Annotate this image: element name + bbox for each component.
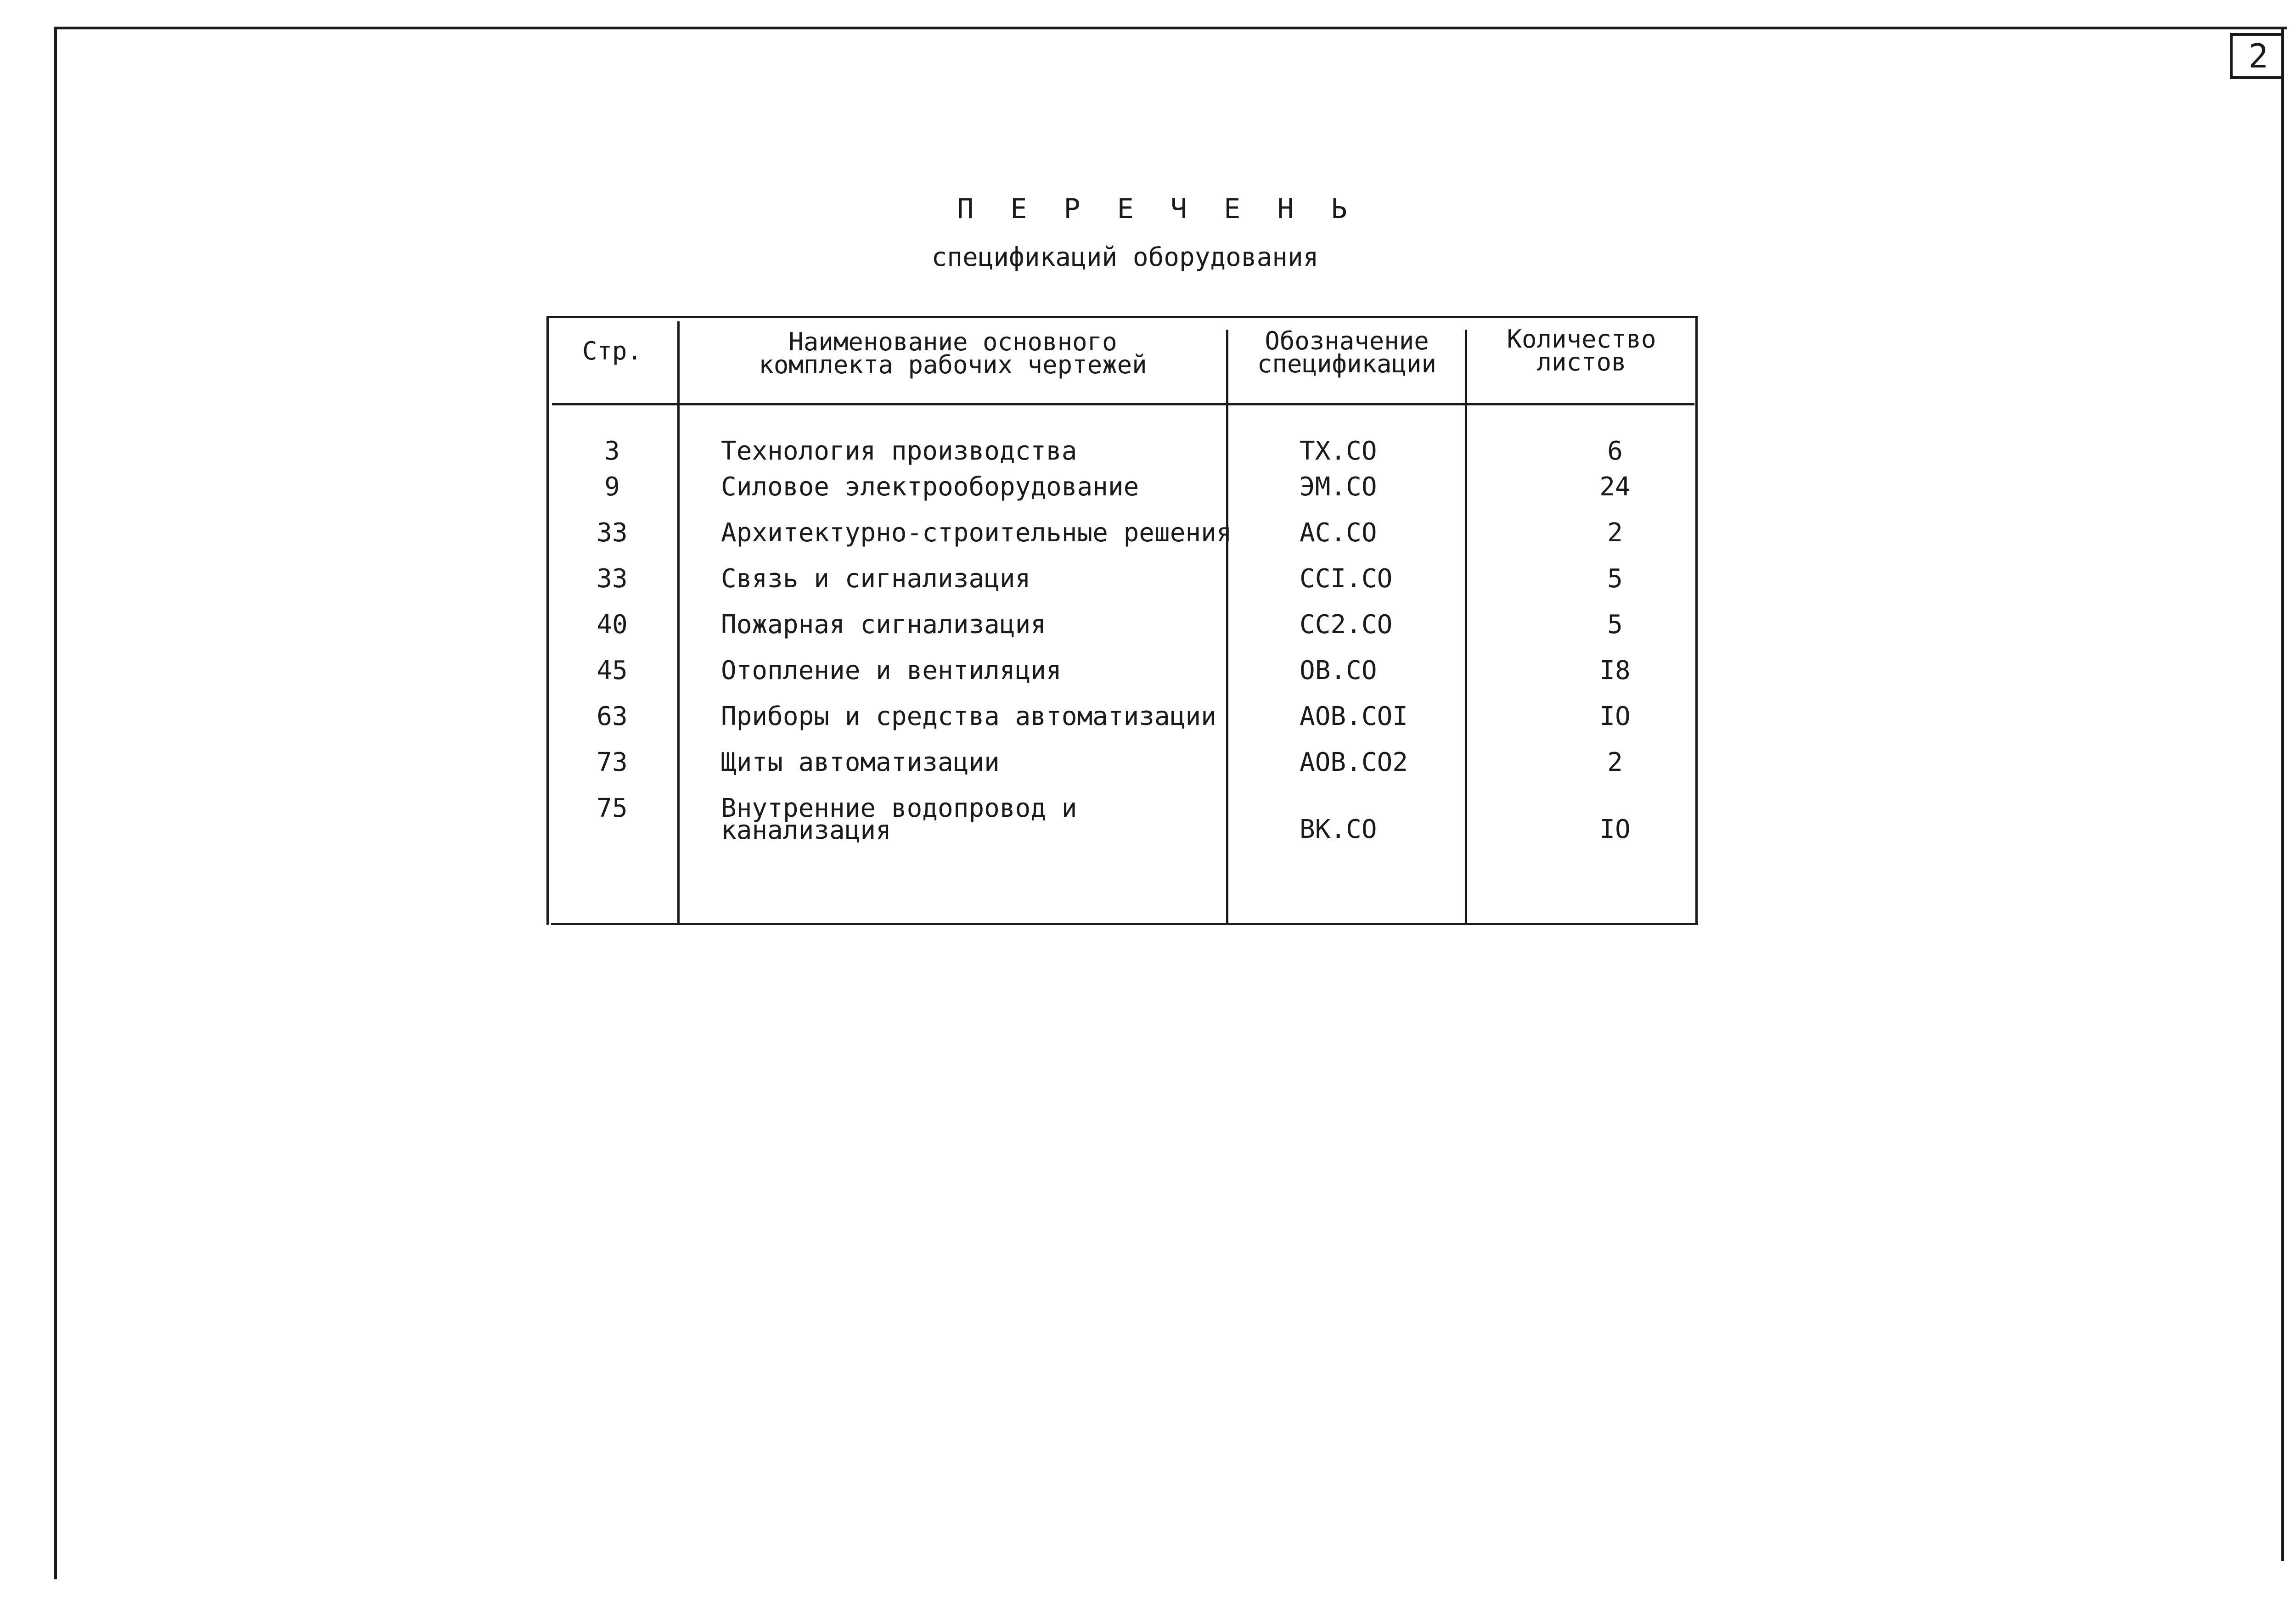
- frame-right-border: [2281, 28, 2284, 1561]
- row-code: СС2.СО: [1300, 610, 1393, 640]
- row-page: 40: [597, 610, 628, 640]
- row-name: Пожарная сигнализация: [721, 610, 1047, 640]
- table-row: [546, 702, 1698, 733]
- table-row: [546, 564, 1698, 595]
- frame-top-border: [54, 27, 2287, 29]
- table-row: [546, 747, 1698, 779]
- row-qty: IO: [1599, 702, 1631, 731]
- row-code: ССI.СО: [1300, 564, 1393, 594]
- header-name-line1: Наименование основного: [788, 327, 1117, 356]
- row-qty: 2: [1607, 747, 1623, 777]
- row-name: Приборы и средства автоматизации: [721, 702, 1216, 731]
- row-code: ЭМ.СО: [1300, 472, 1377, 502]
- row-qty: IO: [1599, 814, 1631, 844]
- header-qty: [1468, 325, 1695, 376]
- row-page: 33: [597, 564, 628, 594]
- row-name: Технология производства: [721, 436, 1077, 466]
- table-row: [546, 656, 1698, 687]
- table-header-line: [552, 403, 1694, 405]
- header-page: [546, 337, 678, 365]
- header-code-line1: Обозначение: [1265, 326, 1429, 355]
- row-page: 33: [597, 518, 628, 548]
- header-qty-line1: Количество: [1507, 325, 1656, 354]
- document-title: П Е Р Е Ч Е Н Ь: [957, 193, 1357, 225]
- row-page: 9: [604, 472, 620, 502]
- row-name: Щиты автоматизации: [721, 747, 1000, 777]
- table-row: [546, 793, 1698, 848]
- table-row: [546, 610, 1698, 641]
- row-code: ОВ.СО: [1300, 656, 1377, 685]
- row-code: АОВ.СОI: [1300, 702, 1408, 731]
- header-code: [1229, 326, 1465, 378]
- row-qty: 2: [1607, 518, 1623, 548]
- row-page: 73: [597, 747, 628, 777]
- header-page-label: Стр.: [582, 337, 642, 365]
- table-row: [546, 436, 1698, 467]
- frame-left-border: [54, 28, 57, 1579]
- table-row: [546, 472, 1698, 503]
- sheet-number: 2: [2230, 33, 2284, 79]
- row-name: Архитектурно-строительные решения: [721, 518, 1232, 548]
- row-qty: 5: [1607, 610, 1623, 640]
- header-name: [680, 327, 1226, 379]
- row-page: 45: [597, 656, 628, 685]
- header-qty-line2: листов: [1536, 348, 1626, 376]
- row-name: Отопление и вентиляция: [721, 656, 1062, 685]
- row-name-continuation: канализация: [721, 815, 891, 845]
- row-qty: I8: [1599, 656, 1631, 685]
- row-qty: 6: [1607, 436, 1623, 466]
- row-code: ВК.СО: [1300, 814, 1377, 844]
- row-name: Внутренние водопровод и: [721, 793, 1077, 823]
- table-bottom-line: [551, 923, 1698, 925]
- row-name: Силовое электрооборудование: [721, 472, 1139, 502]
- table-top-line: [546, 316, 1698, 318]
- row-page: 75: [597, 793, 628, 823]
- specifications-table: [546, 316, 1698, 926]
- row-page: 3: [604, 436, 620, 466]
- document-subtitle: спецификаций оборудования: [931, 242, 1319, 272]
- row-qty: 5: [1607, 564, 1623, 594]
- row-code: ТХ.СО: [1300, 436, 1377, 466]
- header-code-line2: спецификации: [1257, 349, 1437, 378]
- header-name-line2: комплекта рабочих чертежей: [759, 350, 1147, 379]
- table-row: [546, 518, 1698, 549]
- row-code: АС.СО: [1300, 518, 1377, 548]
- row-code: АОВ.СО2: [1300, 747, 1408, 777]
- row-name: Связь и сигнализация: [721, 564, 1031, 594]
- row-qty: 24: [1599, 472, 1631, 502]
- row-page: 63: [597, 702, 628, 731]
